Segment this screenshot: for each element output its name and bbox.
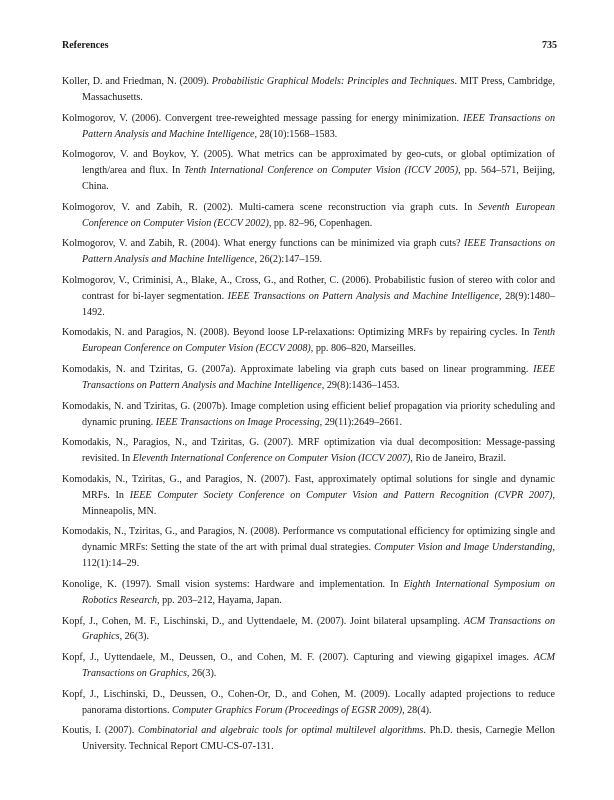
reference-text: , Minneapolis, MN. bbox=[82, 489, 555, 517]
reference-entry bbox=[62, 399, 555, 431]
reference-venue: IEEE Transactions on Pattern Analysis and Machine Intelligence bbox=[82, 112, 555, 140]
reference-text: , 28(4). bbox=[402, 704, 432, 716]
reference-text: Komodakis, N. and Tziritas, G. (2007a). Approximate labeling via graph cuts based on linear programming. bbox=[62, 364, 534, 376]
reference-list bbox=[62, 74, 555, 760]
reference-venue: IEEE Transactions on Pattern Analysis and Machine Intelligence bbox=[82, 238, 555, 266]
reference-text: Kolmogorov, V. and Boykov, Y. (2005). What metrics can be approximated by geo-cuts, or global optimization of length/area and flux. In bbox=[62, 149, 555, 177]
reference-venue: IEEE Transactions on Pattern Analysis and Machine Intelligence bbox=[82, 364, 555, 391]
reference-entry bbox=[62, 524, 555, 572]
reference-text: Kopf, J., Cohen, M. F., Lischinski, D., and Uyttendaele, M. (2007). Joint bilateral upsampling. bbox=[62, 615, 464, 627]
reference-venue: Probabilistic Graphical Models: Principles and Techniques bbox=[211, 76, 455, 87]
reference-text: Kolmogorov, V. and Zabih, R. (2004). What energy functions can be minimized via graph cuts? bbox=[62, 238, 464, 250]
reference-entry bbox=[62, 723, 555, 755]
reference-text: Kolmogorov, V. (2006). Convergent tree-reweighted message passing for energy minimization. bbox=[62, 112, 463, 124]
reference-venue: IEEE Transactions on Image Processing bbox=[155, 416, 320, 428]
reference-text: , 29(8):1436–1453. bbox=[321, 379, 400, 391]
reference-text: , 29(11):2649–2661. bbox=[319, 416, 402, 428]
reference-venue: Computer Graphics Forum (Proceedings of EGSR 2009) bbox=[172, 704, 403, 716]
page-number: 735 bbox=[542, 40, 557, 51]
reference-venue: ACM Transactions on Graphics bbox=[82, 615, 555, 643]
reference-text: , 112(1):14–29. bbox=[82, 542, 556, 570]
reference-venue: Eighth International Symposium on Robotics Research bbox=[82, 578, 556, 606]
reference-text: , 28(9):1480–1492. bbox=[82, 290, 555, 318]
reference-venue: IEEE Computer Society Conference on Computer Vision and Pattern Recognition (CVPR 2007) bbox=[129, 489, 553, 501]
reference-venue: Seventh European Conference on Computer Vision (ECCV 2002) bbox=[82, 201, 555, 229]
reference-text: , Rio de Janeiro, Brazil. bbox=[410, 453, 506, 465]
reference-text: Komodakis, N. and Tziritas, G. (2007b). Image completion using efficient belief propagation via priority scheduling and dynamic pruning. bbox=[62, 400, 555, 428]
reference-text: Komodakis, N., Tziritas, G., and Paragios, N. (2007). Fast, approximately optimal solutions for single and dynamic MRFs. In bbox=[62, 473, 555, 501]
reference-entry bbox=[62, 435, 555, 467]
reference-venue: Computer Vision and Image Understanding bbox=[374, 542, 553, 554]
reference-entry bbox=[62, 74, 555, 106]
reference-venue: Tenth European Conference on Computer Vision (ECCV 2008) bbox=[82, 327, 555, 355]
reference-venue: ACM Transactions on Graphics bbox=[82, 652, 555, 680]
reference-text: Koller, D. and Friedman, N. (2009). bbox=[62, 76, 212, 87]
reference-entry bbox=[62, 687, 555, 719]
reference-text: , 28(10):1568–1583. bbox=[254, 128, 338, 140]
reference-text: , pp. 564–571, Beijing, China. bbox=[82, 165, 555, 193]
reference-text: , pp. 203–212, Hayama, Japan. bbox=[157, 594, 282, 606]
reference-entry bbox=[62, 111, 555, 143]
reference-text: . MIT Press, Cambridge, Massachusetts. bbox=[82, 76, 556, 103]
reference-entry bbox=[62, 614, 555, 646]
running-title: References bbox=[62, 40, 109, 51]
reference-text: , 26(2):147–159. bbox=[254, 254, 323, 266]
reference-venue: IEEE Transactions on Pattern Analysis and Machine Intelligence bbox=[227, 290, 500, 302]
reference-text: , pp. 806–820, Marseilles. bbox=[310, 343, 416, 355]
reference-text: Komodakis, N., Paragios, N., and Tziritas, G. (2007). MRF optimization via dual decomposition: Message-passing revisited. In bbox=[62, 437, 555, 465]
reference-entry bbox=[62, 273, 555, 321]
reference-text: Komodakis, N., Tziritas, G., and Paragios, N. (2008). Performance vs computational efficiency for optimizing single and dynamic MRFs: Setting the state of the art with primal dual strategies. bbox=[62, 526, 555, 554]
reference-text: Kopf, J., Lischinski, D., Deussen, O., Cohen-Or, D., and Cohen, M. (2009). Locally adapted projections to reduce panorama distortions. bbox=[62, 688, 555, 716]
reference-text: . Ph.D. thesis, Carnegie Mellon University. Technical Report CMU-CS-07-131. bbox=[82, 725, 555, 753]
reference-text: , 26(3). bbox=[119, 631, 150, 643]
reference-entry bbox=[62, 325, 555, 357]
reference-text: , 26(3). bbox=[186, 668, 217, 680]
reference-entry bbox=[62, 577, 555, 609]
reference-entry bbox=[62, 147, 555, 195]
reference-text: Kopf, J., Uyttendaele, M., Deussen, O., and Cohen, M. F. (2007). Capturing and viewing gigapixel images. bbox=[62, 652, 534, 664]
reference-entry bbox=[62, 200, 555, 232]
reference-text: Kolmogorov, V., Criminisi, A., Blake, A., Cross, G., and Rother, C. (2006). Probabilistic fusion of stereo with color and contrast for bi-layer segmentation. bbox=[62, 274, 555, 302]
reference-entry bbox=[62, 650, 555, 682]
reference-venue: Tenth International Conference on Computer Vision (ICCV 2005) bbox=[184, 165, 459, 177]
reference-text: Koutis, I. (2007). bbox=[62, 725, 139, 737]
reference-text: Komodakis, N. and Paragios, N. (2008). Beyond loose LP-relaxations: Optimizing MRFs by repairing cycles. In bbox=[62, 327, 533, 339]
reference-entry bbox=[62, 472, 555, 520]
reference-venue: Combinatorial and algebraic tools for optimal multilevel algorithms bbox=[138, 725, 424, 737]
reference-text: Kolmogorov, V. and Zabih, R. (2002). Multi-camera scene reconstruction via graph cuts. In bbox=[62, 201, 479, 213]
reference-entry bbox=[62, 236, 555, 268]
reference-text: Konolige, K. (1997). Small vision systems: Hardware and implementation. In bbox=[62, 578, 404, 590]
reference-venue: Eleventh International Conference on Computer Vision (ICCV 2007) bbox=[132, 453, 411, 465]
reference-entry bbox=[62, 362, 555, 394]
reference-text: , pp. 82–96, Copenhagen. bbox=[268, 217, 373, 229]
page-header bbox=[62, 40, 557, 51]
